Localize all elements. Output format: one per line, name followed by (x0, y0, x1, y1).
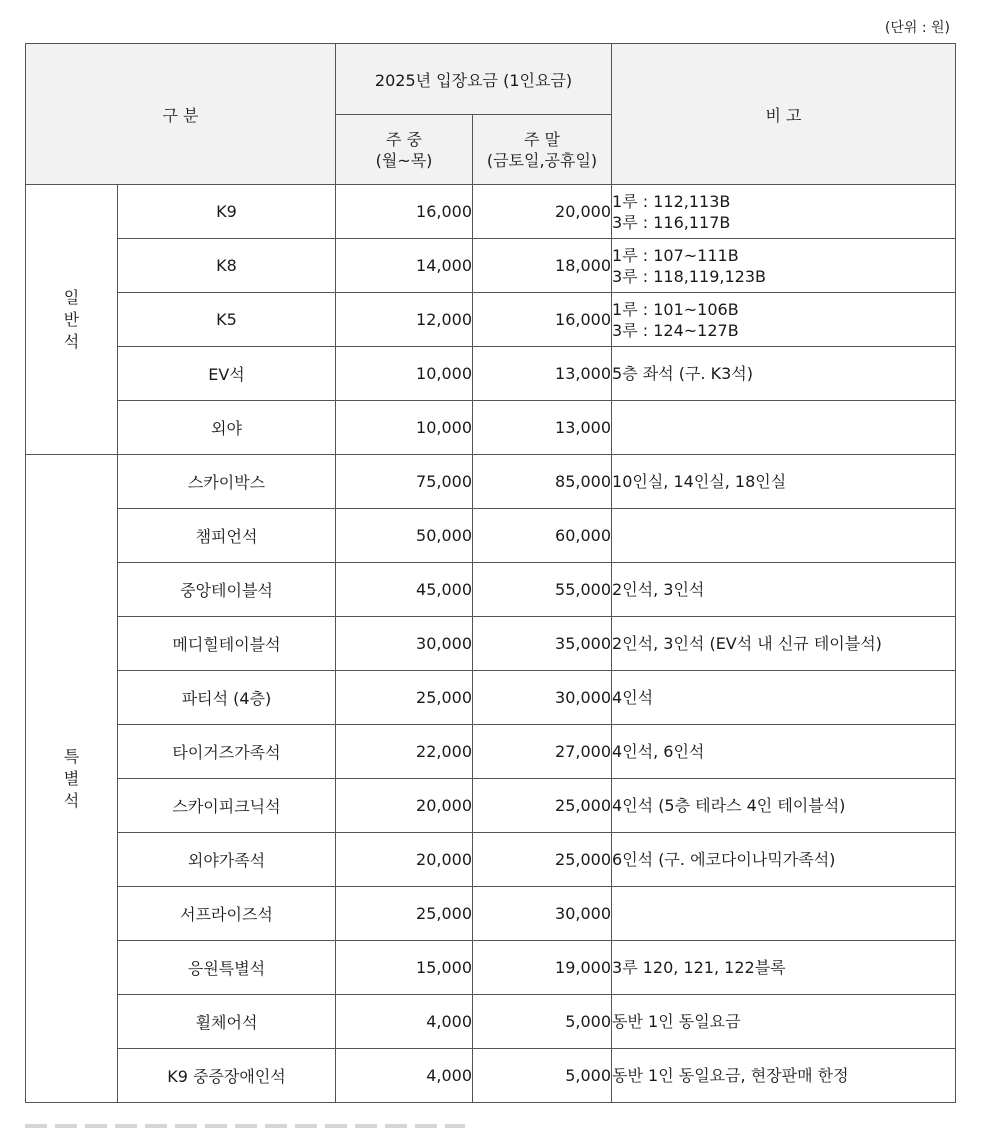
weekday-price: 30,000 (336, 617, 473, 671)
table-row (26, 725, 956, 779)
remark-line: 4인석 (5층 테라스 4인 테이블석) (612, 796, 846, 815)
header-fee-group: 2025년 입장요금 (1인요금) (336, 44, 612, 115)
weekend-price: 30,000 (473, 671, 612, 725)
weekday-price: 50,000 (336, 509, 473, 563)
cut-off-text-line (25, 1124, 465, 1128)
unit-note: (단위 : 원) (884, 20, 950, 36)
remark-line: 3루 : 124~127B (612, 320, 739, 340)
weekday-price: 15,000 (336, 941, 473, 995)
seat-name: EV석 (118, 347, 336, 401)
weekday-price: 10,000 (336, 401, 473, 455)
weekend-price: 19,000 (473, 941, 612, 995)
weekday-price: 25,000 (336, 887, 473, 941)
remark-line: 3루 : 118,119,123B (612, 266, 766, 286)
group-label-char: 별 (63, 768, 80, 788)
weekend-price: 16,000 (473, 293, 612, 347)
weekend-price: 25,000 (473, 779, 612, 833)
weekday-price: 10,000 (336, 347, 473, 401)
table-row (26, 509, 956, 563)
weekday-price: 25,000 (336, 671, 473, 725)
group-label-char: 반 (63, 309, 80, 329)
weekend-price: 20,000 (473, 185, 612, 239)
remark-cell (612, 239, 956, 293)
seat-name: K9 중증장애인석 (118, 1049, 336, 1103)
weekday-price: 4,000 (336, 1049, 473, 1103)
seat-name: 파티석 (4층) (118, 671, 336, 725)
ticket-price-table (25, 43, 956, 1103)
group-label-char: 일 (63, 287, 80, 307)
seat-name: 서프라이즈석 (118, 887, 336, 941)
remark-cell (612, 401, 956, 455)
remark-line: 동반 1인 동일요금 (612, 1012, 741, 1031)
table-row (26, 563, 956, 617)
remark-cell (612, 995, 956, 1049)
weekend-price: 27,000 (473, 725, 612, 779)
remark-line: 5층 좌석 (구. K3석) (612, 364, 753, 383)
seat-name: K5 (118, 293, 336, 347)
weekday-price: 75,000 (336, 455, 473, 509)
weekend-price: 18,000 (473, 239, 612, 293)
table-row (26, 779, 956, 833)
seat-name: 챔피언석 (118, 509, 336, 563)
remark-line: 동반 1인 동일요금, 현장판매 한정 (612, 1066, 849, 1085)
table-row (26, 293, 956, 347)
seat-name: 스카이박스 (118, 455, 336, 509)
header-remarks: 비 고 (612, 44, 956, 185)
table-row (26, 941, 956, 995)
weekend-price: 25,000 (473, 833, 612, 887)
weekday-price: 12,000 (336, 293, 473, 347)
remark-cell (612, 941, 956, 995)
remark-line: 1루 : 112,113B (612, 191, 731, 211)
header-category: 구 분 (26, 44, 336, 185)
remark-line: 1루 : 107~111B (612, 245, 739, 265)
table-row (26, 1049, 956, 1103)
remark-line: 3루 : 116,117B (612, 212, 731, 232)
seat-name: 외야가족석 (118, 833, 336, 887)
seat-name: 타이거즈가족석 (118, 725, 336, 779)
seat-name: K9 (118, 185, 336, 239)
seat-name: K8 (118, 239, 336, 293)
weekend-price: 13,000 (473, 347, 612, 401)
group-label-char: 석 (63, 790, 80, 810)
header-weekday-line1: 주 중 (386, 129, 422, 149)
weekday-price: 16,000 (336, 185, 473, 239)
table-row (26, 401, 956, 455)
weekday-price: 14,000 (336, 239, 473, 293)
group-label-char: 석 (63, 331, 80, 351)
seat-name: 메디힐테이블석 (118, 617, 336, 671)
header-weekday (336, 115, 473, 185)
remark-cell (612, 779, 956, 833)
weekday-price: 22,000 (336, 725, 473, 779)
header-weekend (473, 115, 612, 185)
remark-line: 10인실, 14인실, 18인실 (612, 472, 787, 491)
weekend-price: 30,000 (473, 887, 612, 941)
group-cell-special (26, 455, 118, 1103)
weekend-price: 5,000 (473, 1049, 612, 1103)
remark-cell (612, 887, 956, 941)
weekday-price: 20,000 (336, 779, 473, 833)
remark-line: 4인석, 6인석 (612, 742, 705, 761)
remark-cell (612, 509, 956, 563)
remark-cell (612, 347, 956, 401)
remark-cell (612, 1049, 956, 1103)
remark-line: 4인석 (612, 688, 654, 707)
remark-cell (612, 617, 956, 671)
table-row (26, 617, 956, 671)
weekend-price: 85,000 (473, 455, 612, 509)
table-row (26, 995, 956, 1049)
seat-name: 휠체어석 (118, 995, 336, 1049)
weekend-price: 5,000 (473, 995, 612, 1049)
group-label-char: 특 (63, 746, 80, 766)
weekday-price: 20,000 (336, 833, 473, 887)
header-weekend-line1: 주 말 (524, 129, 560, 149)
weekend-price: 60,000 (473, 509, 612, 563)
header-weekend-line2: (금토일,공휴일) (486, 150, 598, 170)
header-weekday-line2: (월~목) (375, 150, 433, 170)
remark-cell (612, 293, 956, 347)
remark-cell (612, 185, 956, 239)
table-row (26, 185, 956, 239)
remark-cell (612, 455, 956, 509)
remark-cell (612, 563, 956, 617)
weekend-price: 35,000 (473, 617, 612, 671)
table-row (26, 239, 956, 293)
group-cell-general (26, 185, 118, 455)
table-row (26, 833, 956, 887)
weekday-price: 4,000 (336, 995, 473, 1049)
remark-line: 3루 120, 121, 122블록 (612, 958, 786, 977)
table-row (26, 887, 956, 941)
seat-name: 응원특별석 (118, 941, 336, 995)
seat-name: 스카이피크닉석 (118, 779, 336, 833)
remark-cell (612, 725, 956, 779)
weekend-price: 55,000 (473, 563, 612, 617)
remark-cell (612, 833, 956, 887)
remark-cell (612, 671, 956, 725)
seat-name: 중앙테이블석 (118, 563, 336, 617)
remark-line: 1루 : 101~106B (612, 299, 739, 319)
table-row (26, 455, 956, 509)
weekend-price: 13,000 (473, 401, 612, 455)
seat-name: 외야 (118, 401, 336, 455)
weekday-price: 45,000 (336, 563, 473, 617)
remark-line: 6인석 (구. 에코다이나믹가족석) (612, 850, 836, 869)
remark-line: 2인석, 3인석 (612, 580, 705, 599)
table-row (26, 347, 956, 401)
remark-line: 2인석, 3인석 (EV석 내 신규 테이블석) (612, 634, 882, 653)
table-row (26, 671, 956, 725)
